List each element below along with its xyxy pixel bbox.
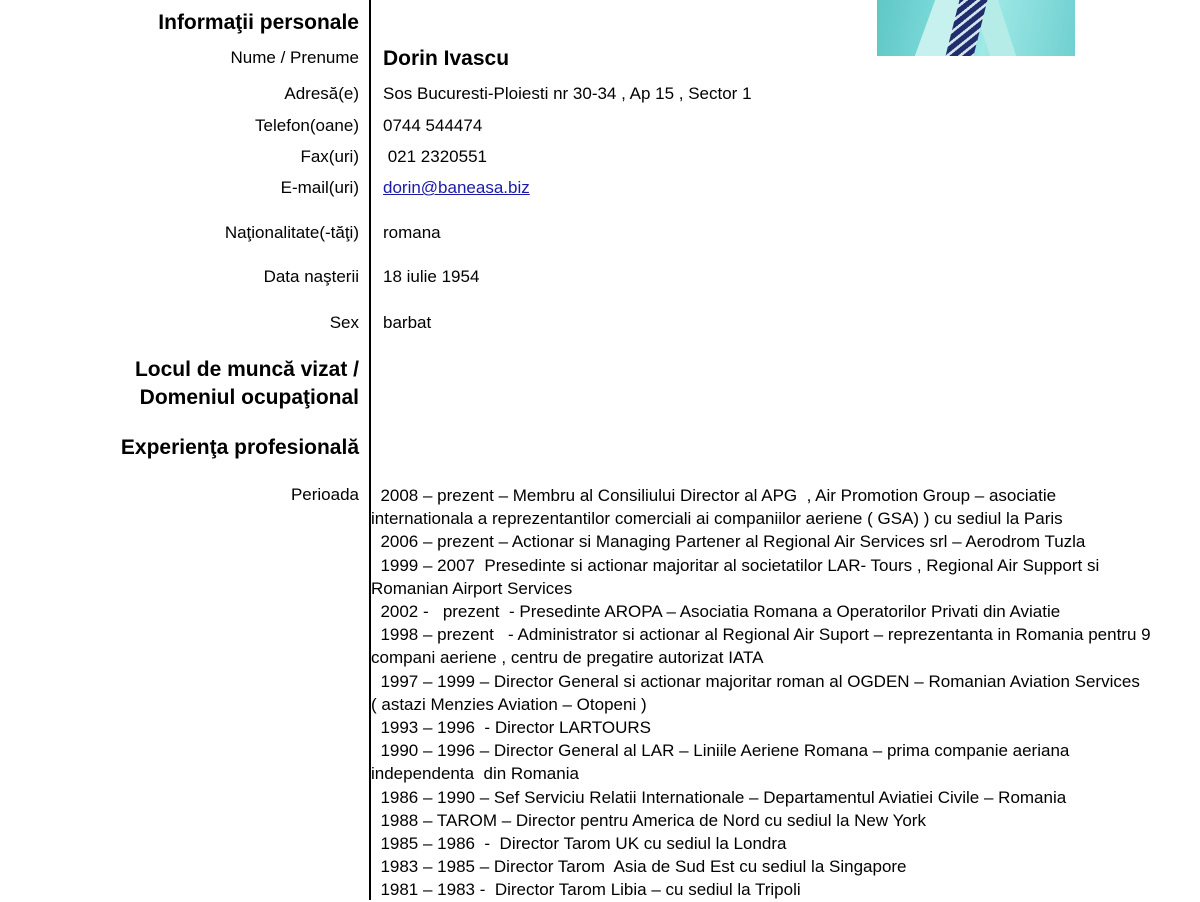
phone-value: 0744 544474 xyxy=(383,116,483,135)
experience-line: internationala a reprezentantilor comerciali ai companiilor aeriene ( GSA) ) cu sediul la Paris xyxy=(371,509,1063,529)
section-heading-experience: Experienţa profesională xyxy=(120,436,359,459)
experience-line: 2006 – prezent – Actionar si Managing Partener al Regional Air Services srl – Aerodrom Tuzla xyxy=(371,532,1086,552)
person-name: Dorin Ivascu xyxy=(383,47,510,70)
sex-value: barbat xyxy=(383,313,432,332)
label-name: Nume / Prenume xyxy=(230,48,359,67)
experience-line: 2002 - prezent - Presedinte AROPA – Asociatia Romana a Operatorilor Privati din Aviatie xyxy=(371,602,1061,622)
experience-line: independenta din Romania xyxy=(371,764,579,784)
label-address: Adresă(e) xyxy=(284,84,359,103)
experience-line: 1981 – 1983 - Director Tarom Libia – cu sediul la Tripoli xyxy=(371,880,801,900)
experience-line: 1983 – 1985 – Director Tarom Asia de Sud Est cu sediul la Singapore xyxy=(371,857,907,877)
experience-line: 1985 – 1986 - Director Tarom UK cu sediul la Londra xyxy=(371,834,787,854)
experience-line: 1990 – 1996 – Director General al LAR – Liniile Aeriene Romana – prima companie aeriana xyxy=(371,741,1070,761)
experience-line: ( astazi Menzies Aviation – Otopeni ) xyxy=(371,694,647,714)
experience-line: 1988 – TAROM – Director pentru America de Nord cu sediul la New York xyxy=(371,810,926,830)
label-birth-date: Data naşterii xyxy=(263,267,359,286)
experience-line: 1998 – prezent - Administrator si actionar al Regional Air Suport – reprezentanta in Romania pentru 9 xyxy=(371,625,1151,645)
label-phone: Telefon(oane) xyxy=(255,116,359,135)
experience-list xyxy=(371,484,1171,902)
label-period: Perioada xyxy=(290,485,359,504)
experience-line: 2008 – prezent – Membru al Consiliului Director al APG , Air Promotion Group – asociatie xyxy=(371,486,1057,505)
experience-line: 1993 – 1996 - Director LARTOURS xyxy=(371,718,652,738)
experience-line: 1997 – 1999 – Director General si actionar majoritar roman al OGDEN – Romanian Aviation Services xyxy=(371,671,1140,691)
label-email: E-mail(uri) xyxy=(280,178,359,197)
label-nationality: Naţionalitate(-tăţi) xyxy=(224,223,359,242)
profile-photo xyxy=(877,0,1075,56)
experience-line: 1999 – 2007 Presedinte si actionar majoritar al societatilor LAR- Tours , Regional Air Support si xyxy=(371,555,1100,575)
section-heading-job-2: Domeniul ocupaţional xyxy=(139,386,359,409)
experience-line: Romanian Airport Services xyxy=(371,578,573,598)
email-link[interactable]: dorin@baneasa.biz xyxy=(383,178,530,197)
experience-line: 1986 – 1990 – Sef Serviciu Relatii Internationale – Departamentul Aviatiei Civile – Romania xyxy=(371,787,1067,807)
section-heading-personal: Informaţii personale xyxy=(158,11,359,34)
fax-value: 021 2320551 xyxy=(383,147,487,166)
experience-line: compani aeriene , centru de pregatire autorizat IATA xyxy=(371,648,764,668)
label-fax: Fax(uri) xyxy=(300,147,359,166)
nationality-value: romana xyxy=(383,223,441,242)
label-sex: Sex xyxy=(329,313,359,332)
section-heading-job-1: Locul de muncă vizat / xyxy=(134,358,359,381)
address-value: Sos Bucuresti-Ploiesti nr 30-34 , Ap 15 , Sector 1 xyxy=(383,84,752,103)
birth-date-value: 18 iulie 1954 xyxy=(383,267,480,286)
